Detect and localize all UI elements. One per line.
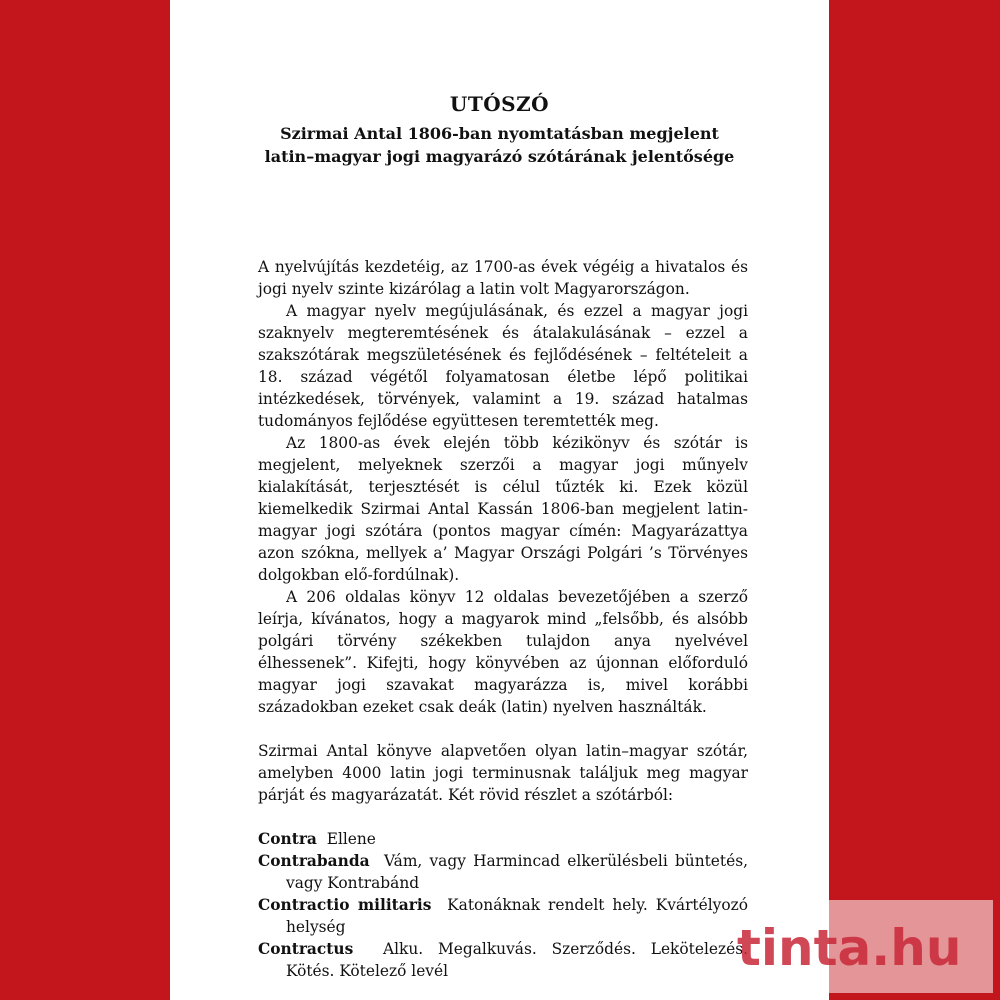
spacer — [258, 718, 748, 740]
body-text — [258, 256, 748, 982]
entry-definition: Vám, vagy Harmincad elkerülésbeli büntetés, vagy Kontrabánd — [286, 852, 748, 892]
entry-definition: Ellene — [326, 830, 376, 848]
paragraph: A magyar nyelv megújulásának, és ezzel a magyar jogi szaknyelv megteremtésének és átalakulásának – ezzel a szakszótárak megszületésének és fejlődésének – feltételeit a 18. század végétől folyamatosan életbe lépő politikai intézkedések, törvények, valamint a 19. század hatalmas tudományos fejlődése együttesen teremtették meg. — [258, 302, 748, 430]
subtitle-line-2: latin–magyar jogi magyarázó szótárának jelentősége — [264, 147, 735, 166]
paragraph: A nyelvújítás kezdetéig, az 1700-as évek végéig a hivatalos és jogi nyelv szinte kizárólag a latin volt Magyarországon. — [258, 258, 748, 298]
entry-term: Contractus — [258, 940, 354, 958]
paragraph: A 206 oldalas könyv 12 oldalas bevezetőjében a szerző leírja, kívánatos, hogy a magyarok mind „felsőbb, és alsóbb polgári törvény székekben tulajdon anya nyelvével élhessenek”. Kifejti, hogy könyvében az újonnan előforduló magyar jogi szavakat magyarázza is, mivel korábbi századokban ezeket csak deák (latin) nyelven használták. — [258, 588, 748, 716]
dictionary-entry — [258, 938, 748, 982]
book-page — [170, 0, 829, 1000]
dictionary-entry — [258, 894, 748, 938]
subtitle-line-1: Szirmai Antal 1806-ban nyomtatásban megjelent — [280, 124, 719, 143]
dictionary-entry — [258, 828, 748, 850]
tinta-logo[interactable]: tinta.hu — [737, 919, 962, 977]
paragraph: Szirmai Antal könyve alapvetően olyan latin–magyar szótár, amelyben 4000 latin jogi terminusnak találjuk meg magyar párját és magyarázatát. Két rövid részlet a szótárból: — [258, 742, 748, 804]
entry-definition: Katonáknak rendelt hely. Kvártélyozó helység — [286, 896, 748, 936]
paragraph: Az 1800-as évek elején több kézikönyv és szótár is megjelent, melyeknek szerzői a magyar jogi műnyelv kialakítását, terjesztését is célul tűzték ki. Ezek közül kiemelkedik Szirmai Antal Kassán 1806-ban megjelent latin-magyar jogi szótára (pontos magyar címén: Magyarázattya azon szókna, mellyek a’ Magyar Országi Polgári ’s Törvényes dolgokban elő-fordúlnak). — [258, 434, 748, 584]
entry-term: Contractio militaris — [258, 896, 432, 914]
spacer — [258, 806, 748, 828]
chapter-subtitle — [170, 122, 829, 168]
entry-term: Contra — [258, 830, 317, 848]
dictionary-entry — [258, 850, 748, 894]
entry-definition: Alku. Megalkuvás. Szerződés. Lekötelezés. Kötés. Kötelező levél — [286, 940, 748, 980]
entry-term: Contrabanda — [258, 852, 370, 870]
chapter-title: UTÓSZÓ — [449, 92, 550, 116]
